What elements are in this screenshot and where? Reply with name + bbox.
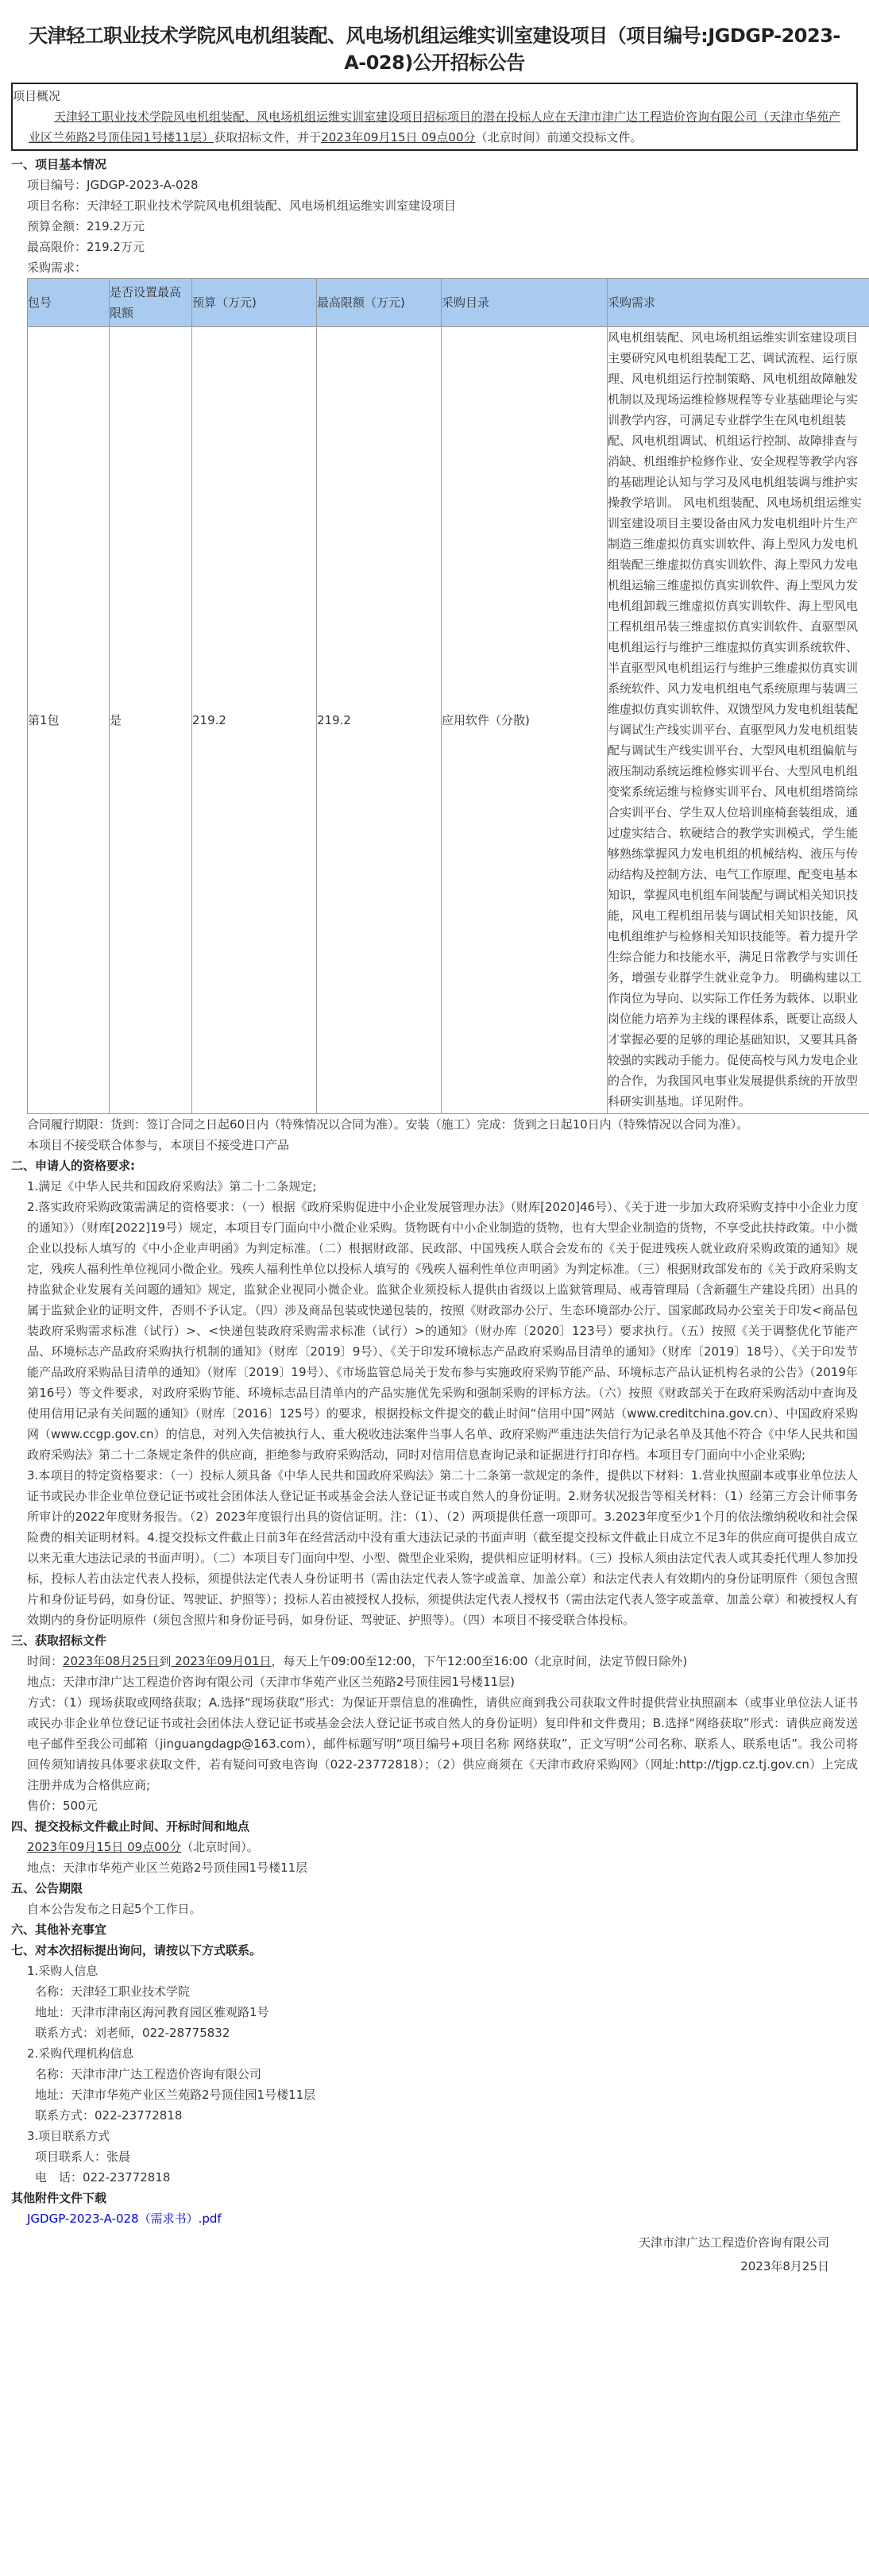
project-contact-phone: 电 话：022-23772818 — [35, 2170, 171, 2185]
overview-end-text: （北京时间）前递交投标文件。 — [475, 130, 643, 145]
deadline-suffix: （北京时间）。 — [181, 1840, 259, 1854]
field-value: 天津轻工职业技术学院风电机组装配、风电场机组运维实训室建设项目 — [87, 199, 457, 213]
field-budget — [27, 216, 858, 237]
attachment-file-link[interactable]: JGDGP-2023-A-028（需求书）.pdf — [27, 2212, 222, 2226]
agency-name: 名称：天津市津广达工程造价咨询有限公司 — [35, 2067, 262, 2081]
section-3-heading: 三、获取招标文件 — [11, 1633, 107, 1648]
field-value: 219.2万元 — [87, 240, 145, 254]
field-max-price — [27, 237, 858, 257]
field-label: 最高限价： — [27, 240, 87, 254]
time-to: 到 — [159, 1654, 172, 1668]
section-6-heading: 六、其他补充事宜 — [11, 1922, 107, 1937]
attachments-heading: 其他附件文件下载 — [11, 2191, 107, 2205]
col-has-limit: 是否设置最高限额 — [110, 279, 192, 327]
project-contact-person: 项目联系人：张晨 — [35, 2150, 131, 2164]
overview-text — [13, 106, 852, 148]
cell-budget: 219.2 — [192, 327, 317, 1114]
col-need: 采购需求 — [608, 279, 869, 327]
field-label: 项目名称： — [27, 199, 87, 213]
contract-period: 合同履行期限：货到：签订合同之日起60日内（特殊情况以合同为准）。安装（施工）完成：货到之日起10日内（特殊情况以合同为准）。 — [27, 1117, 749, 1132]
obtain-price: 售价：500元 — [27, 1799, 98, 1813]
qualification-item-1: 1.满足《中华人民共和国政府采购法》第二十二条规定; — [27, 1179, 317, 1194]
purchaser-title: 1.采购人信息 — [27, 1964, 98, 1978]
field-label: 项目编号： — [27, 178, 87, 192]
field-procurement-need — [27, 257, 858, 278]
cell-has-limit: 是 — [110, 327, 192, 1114]
purchaser-address: 地址：天津市津南区海河教育园区雅观路1号 — [35, 2005, 269, 2019]
qualification-item-3: 3.本项目的特定资格要求：（一）投标人须具备《中华人民共和国政府采购法》第二十二条第一款规定的条件，提供以下材料：1.营业执照副本或事业单位法人证书或民办非企业单位登记证书或社会团体法人登记证书或基金会法人登记证书或自然人的身份证明。2.财务状况报告等相关材料：（1）经第三方会计师事务所审计的2022年度财务报告。（2）2023年度银行出具的资信证明。注：（1）、（2）两项提供任意一项即可。3.2023年度至少1个月的依法缴纳税收和社会保险费的相关证明材料。4.提交投标文件截止日前3年在经营活动中没有重大违法记录的书面声明（截至提交投标文件截止日成立不足3年的供应商可提供自成立以来无重大违法记录的书面声明）。（二）本项目专门面向中型、小型、微型企业采购，提供相应证明材料。（三）投标人须由法定代表人或其委托代理人参加投标，投标人若由法定代表人投标，须提供法定代表人身份证明书（需由法定代表人签字或盖章、加盖公章）和法定代表人有效期内的身份证明原件（须包含照片和身份证号码，如身份证、驾驶证、护照等）；投标人若由被授权人投标，须提供法定代表人授权书（需由法定代表人签字或盖章、加盖公章）和被授权人有效期内的身份证明原件（须包含照片和身份证号码，如身份证、驾驶证、护照等）。（四）本项目不接受联合体投标。 — [27, 1468, 858, 1627]
project-fields — [11, 175, 858, 278]
time-start: 2023年08月25日 — [63, 1654, 160, 1668]
project-overview-box — [11, 83, 858, 151]
section-1-heading: 一、项目基本情况 — [11, 157, 107, 172]
signature-date: 2023年8月25日 — [740, 2259, 829, 2273]
table-row — [28, 327, 869, 1114]
purchaser-name: 名称：天津轻工职业技术学院 — [35, 1984, 191, 1999]
obtain-time — [11, 1651, 858, 1672]
field-value: 219.2万元 — [87, 219, 145, 233]
section-7-heading: 七、对本次招标提出询问，请按以下方式联系。 — [11, 1943, 262, 1957]
section-5-heading: 五、公告期限 — [11, 1881, 83, 1895]
obtain-method: 方式：（1）现场获取或网络获取；A.选择“现场获取”形式：为保证开票信息的准确性，请供应商到我公司获取文件时提供营业执照副本（或事业单位法人证书或民办非企业单位登记证书或社会团体法人登记证书或基金会法人登记证书或自然人的身份证明）复印件和文件费用；B.选择“网络获取”形式：请供应商发送电子邮件至我公司邮箱（jinguangdagp@163.com），邮件标题写明“项目编号+项目名称 网络获取”，正文写明“公司名称、联系人、联系电话”。我公司将回传须知请按具体要求获取文件，若有疑问可致电咨询（022-23772818）；（2）供应商须在《天津市政府采购网》（网址:http://tjgp.cz.tj.gov.cn）上完成注册并成为合格供应商; — [27, 1695, 858, 1792]
col-max-limit: 最高限额（万元) — [317, 279, 442, 327]
section-2-heading: 二、申请人的资格要求: — [11, 1159, 135, 1173]
procurement-table — [27, 278, 869, 1114]
agency-title: 2.采购代理机构信息 — [27, 2046, 134, 2061]
purchaser-contact: 联系方式：刘老师，022-28775832 — [35, 2026, 230, 2040]
time-label: 时间： — [27, 1654, 64, 1668]
project-contact-title: 3.项目联系方式 — [27, 2129, 110, 2143]
notice-period: 自本公告发布之日起5个工作日。 — [27, 1902, 202, 1916]
field-label: 预算金额： — [27, 219, 87, 233]
qualification-item-2: 2.落实政府采购政策需满足的资格要求：（一）根据《政府采购促进中小企业发展管理办法》（财库[2020]46号）、《关于进一步加大政府采购支持中小企业力度的通知》）（财库[2022]19号）规定，本项目专门面向中小微企业采购。货物既有中小企业制造的货物，也有大型企业制造的货物，不享受此扶持政策。中小微企业以投标人填写的《中小企业声明函》为判定标准。（二）根据财政部、民政部、中国残疾人联合会发布的《关于促进残疾人就业政府采购政策的通知》规定，残疾人福利性单位视同小微企业。残疾人福利性单位以投标人填写的《残疾人福利性单位声明函》为判定标准。（三）根据财政部发布的《关于政府采购支持监狱企业发展有关问题的通知》规定，监狱企业视同小微企业。监狱企业须投标人提供由省级以上监狱管理局、戒毒管理局（含新疆生产建设兵团）出具的属于监狱企业的证明文件，否则不予认定。（四）涉及商品包装或快递包装的，按照《财政部办公厅、生态环境部办公厅、国家邮政局办公室关于印发<商品包装政府采购需求标准（试行）>、<快递包装政府采购需求标准（试行）>的通知》（财办库〔2020〕123号）要求执行。（五）按照《关于调整优化节能产品、环境标志产品政府采购执行机制的通知》（财库〔2019〕9号）、《关于印发环境标志产品政府采购品目清单的通知》（财库〔2019〕18号）、《关于印发节能产品政府采购品目清单的通知》（财库〔2019〕19号）、《市场监管总局关于发布参与实施政府采购节能产品、环境标志产品认证机构名录的公告》（2019年第16号）等文件要求，对政府采购节能、环境标志品目清单内的产品实施优先采购和强制采购的评标方法。（六）按照《财政部关于在政府采购活动中查询及使用信用记录有关问题的通知》（财库〔2016〕125号）的要求，根据投标文件提交的截止时间“信用中国”网站（www.creditchina.gov.cn）、中国政府采购网（www.ccgp.gov.cn）的信息，对列入失信被执行人、重大税收违法案件当事人名单、政府采购严重违法失信行为记录名单及其他不符合《中华人民共和国政府采购法》第二十二条规定条件的供应商，拒绝参与政府采购活动，同时对信用信息查询记录和证据进行打印存档。本项目专门面向中小企业采购; — [27, 1200, 858, 1462]
field-value: JGDGP-2023-A-028 — [87, 178, 199, 192]
submission-deadline — [11, 1837, 858, 1857]
agency-address: 地址：天津市华苑产业区兰苑路2号顶佳园1号楼11层 — [35, 2088, 316, 2102]
page-title: 天津轻工职业技术学院风电机组装配、风电场机组运维实训室建设项目（项目编号:JGDGP-2023-A-028)公开招标公告 — [29, 25, 840, 74]
cell-max-limit: 219.2 — [317, 327, 442, 1114]
overview-label: 项目概况 — [13, 89, 61, 103]
field-project-number — [27, 175, 858, 195]
cell-catalog: 应用软件（分散) — [442, 327, 608, 1114]
overview-deadline: 2023年09月15日 09点00分 — [321, 130, 476, 145]
deadline-value: 2023年09月15日 09点00分 — [27, 1840, 182, 1854]
overview-underlined-text: 天津轻工职业技术学院风电机组装配、风电场机组运维实训室建设项目招标项目的潜在投标人应在天津市津广达工程造价咨询有限公司（天津市华苑产业区兰苑路2号顶佳园1号楼11层） — [29, 110, 841, 145]
cell-package: 第1包 — [28, 327, 110, 1114]
field-project-name — [27, 195, 858, 216]
time-end: 2023年09月01日 — [171, 1654, 272, 1668]
cell-need: 风电机组装配、风电场机组运维实训室建设项目主要研究风电机组装配工艺、调试流程、运行原理、风电机组运行控制策略、风电机组故障触发机制以及现场运维检修规程等专业基础理论与实训教学内容，可满足专业群学生在风电机组装配、风电机组调试、机组运行控制、故障排查与消缺、机组维护检修作业、安全规程等教学内容的基础理论认知与学习及风电机组装调与维护实操教学培训。 风电机组装配、风电场机组运维实训室建设项目主要设备由风力发电机组叶片生产制造三维虚拟仿真实训软件、海上型风力发电机组装配三维虚拟仿真实训软件、海上型风力发电机组运输三维虚拟仿真实训软件、海上型风力发电机组卸载三维虚拟仿真实训软件、海上型风电工程机组吊装三维虚拟仿真实训软件、直驱型风电机组运行与维护三维虚拟仿真实训系统软件、半直驱型风电机组运行与维护三维虚拟仿真实训系统软件、风力发电机组电气系统原理与装调三维虚拟仿真实训软件、双馈型风力发电机组装配与调试生产线实训平台、直驱型风力发电机组装配与调试生产线实训平台、大型风电机组偏航与液压制动系统运维检修实训平台、大型风电机组变桨系统运维与检修实训平台、风电机组塔筒综合实训平台、学生双人位培训座椅套装组成，通过虚实结合、软硬结合的教学实训模式，学生能够熟练掌握风力发电机组的机械结构、液压与传动结构及控制方法、电气工作原理、配变电基本知识，掌握风电机组车间装配与调试相关知识技能，风电工程机组吊装与调试相关知识技能，风电机组维护与检修相关知识技能等。着力提升学生综合能力和技能水平，满足日常教学与实训任务，增强专业群学生就业竞争力。 明确构建以工作岗位为导向、以实际工作任务为载体、以职业岗位能力培养为主线的课程体系，既要让高级人才掌握必要的足够的理论基础知识，又要其具备较强的实践动手能力。促使高校与风力发电企业的合作，为我国风电事业发展提供系统的开放型科研实训基地。详见附件。 — [608, 327, 869, 1114]
attachment-list — [11, 2208, 858, 2229]
overview-mid-text: 获取招标文件，并于 — [214, 130, 322, 145]
obtain-place: 地点：天津市津广达工程造价咨询有限公司（天津市华苑产业区兰苑路2号顶佳园1号楼11层) — [27, 1675, 516, 1689]
agency-contact: 联系方式：022-23772818 — [35, 2108, 183, 2123]
consortium-note: 本项目不接受联合体参与，本项目不接受进口产品 — [27, 1138, 290, 1152]
signature-org: 天津市津广达工程造价咨询有限公司 — [638, 2235, 829, 2250]
col-budget: 预算（万元) — [192, 279, 317, 327]
submission-place: 地点：天津市华苑产业区兰苑路2号顶佳园1号楼11层 — [27, 1861, 308, 1875]
section-4-heading: 四、提交投标文件截止时间、开标时间和地点 — [11, 1819, 250, 1834]
table-header-row — [28, 279, 869, 327]
time-rest: ，每天上午09:00至12:00，下午12:00至16:00（北京时间，法定节假日除外) — [271, 1654, 688, 1668]
col-catalog: 采购目录 — [442, 279, 608, 327]
col-package: 包号 — [28, 279, 110, 327]
field-label: 采购需求： — [27, 260, 87, 275]
